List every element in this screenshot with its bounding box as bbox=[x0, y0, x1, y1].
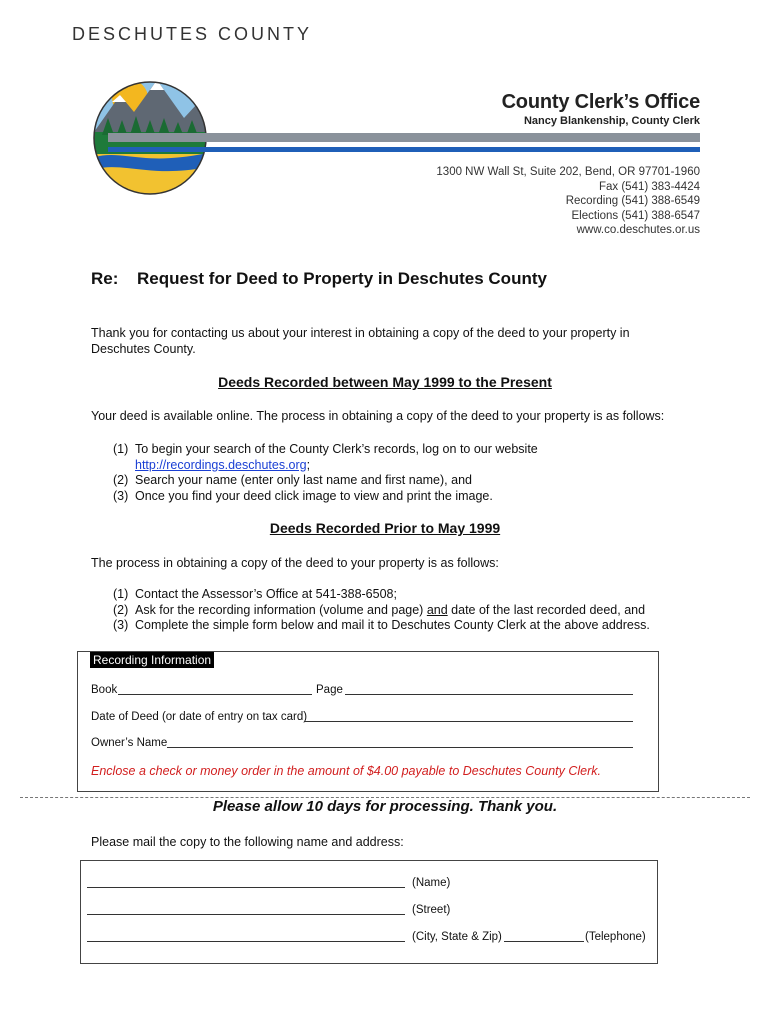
intro-paragraph: Thank you for contacting us about your interest in obtaining a copy of the deed to your property in Deschutes County. bbox=[91, 326, 630, 356]
office-address bbox=[436, 165, 700, 238]
clerk-name: Nancy Blankenship, County Clerk bbox=[523, 115, 700, 127]
step-punct: ; bbox=[306, 457, 311, 472]
step-text: Ask for the recording information (volume and page) bbox=[135, 602, 427, 617]
address-elections-phone: Elections (541) 388-6547 bbox=[571, 209, 700, 222]
recording-info-title: Recording Information bbox=[90, 652, 214, 668]
section1-lead: Your deed is available online. The process in obtaining a copy of the deed to your property is as follows: bbox=[91, 409, 665, 423]
subject-label: Re: bbox=[91, 269, 119, 288]
address-recording-phone: Recording (541) 388-6549 bbox=[565, 195, 700, 207]
telephone-field[interactable] bbox=[504, 941, 584, 942]
section2-lead: The process in obtaining a copy of the deed to your property is as follows: bbox=[91, 556, 499, 570]
list-item bbox=[91, 618, 731, 634]
section1-heading: Deeds Recorded between May 1999 to the Present bbox=[218, 374, 552, 390]
section1-steps bbox=[91, 442, 711, 504]
step-number: (3) bbox=[113, 488, 129, 503]
county-logo bbox=[72, 24, 313, 200]
mail-prompt: Please mail the copy to the following name and address: bbox=[91, 835, 404, 849]
logo-arc-text: DESCHUTES COUNTY bbox=[72, 24, 313, 44]
step-underlined-word: and bbox=[426, 602, 448, 617]
processing-note: Please allow 10 days for processing. Thank you. bbox=[212, 798, 558, 815]
city-state-zip-field[interactable] bbox=[87, 941, 405, 942]
list-item bbox=[91, 442, 711, 473]
header-gray-band bbox=[108, 133, 700, 142]
step-text: Search your name (enter only last name and first name), and bbox=[135, 473, 472, 487]
date-of-deed-label: Date of Deed (or date of entry on tax card) bbox=[91, 711, 308, 723]
subject-line bbox=[91, 269, 547, 289]
step-number: (1) bbox=[113, 442, 129, 456]
step-text: Once you find your deed click image to view and print the image. bbox=[135, 488, 493, 503]
header-blue-band bbox=[108, 147, 700, 152]
step-number: (1) bbox=[113, 587, 129, 601]
list-item bbox=[91, 587, 731, 603]
payment-note: Enclose a check or money order in the amount of $4.00 payable to Deschutes County Clerk. bbox=[91, 764, 602, 778]
step-number: (2) bbox=[113, 473, 129, 487]
list-item bbox=[91, 603, 731, 619]
telephone-label: (Telephone) bbox=[585, 931, 646, 943]
name-field[interactable] bbox=[87, 887, 405, 888]
section2-heading: Deeds Recorded Prior to May 1999 bbox=[269, 520, 501, 536]
book-field[interactable] bbox=[118, 694, 312, 695]
address-website: www.co.deschutes.or.us bbox=[576, 224, 700, 236]
step-text: Complete the simple form below and mail it to Deschutes County Clerk at the above address. bbox=[135, 618, 650, 632]
step-number: (2) bbox=[113, 602, 129, 617]
subject-text: Request for Deed to Property in Deschutes County bbox=[137, 269, 547, 288]
list-item bbox=[91, 473, 711, 489]
step-text: Contact the Assessor’s Office at 541-388-6508; bbox=[135, 587, 397, 601]
owner-name-field[interactable] bbox=[167, 747, 633, 748]
section2-steps bbox=[91, 587, 731, 634]
street-label: (Street) bbox=[412, 904, 451, 916]
step-number: (3) bbox=[113, 618, 129, 632]
mailing-address-box bbox=[80, 860, 658, 964]
city-state-zip-label: (City, State & Zip) bbox=[412, 931, 502, 943]
address-fax: Fax (541) 383-4424 bbox=[598, 180, 700, 193]
page-label: Page bbox=[316, 684, 343, 696]
owner-name-label: Owner’s Name bbox=[91, 737, 168, 749]
step-text: To begin your search of the County Clerk’s records, log on to our website bbox=[135, 442, 538, 456]
step-text-tail: date of the last recorded deed, and bbox=[447, 602, 646, 617]
office-title: County Clerk’s Office bbox=[501, 91, 700, 113]
date-of-deed-field[interactable] bbox=[304, 721, 633, 722]
street-field[interactable] bbox=[87, 914, 405, 915]
page-field[interactable] bbox=[345, 694, 633, 695]
book-label: Book bbox=[91, 684, 118, 696]
name-label: (Name) bbox=[412, 877, 451, 889]
address-street: 1300 NW Wall St, Suite 202, Bend, OR 97701-1960 bbox=[436, 166, 700, 178]
recordings-website-link[interactable]: http://recordings.deschutes.org bbox=[135, 457, 307, 472]
list-item bbox=[91, 489, 711, 505]
